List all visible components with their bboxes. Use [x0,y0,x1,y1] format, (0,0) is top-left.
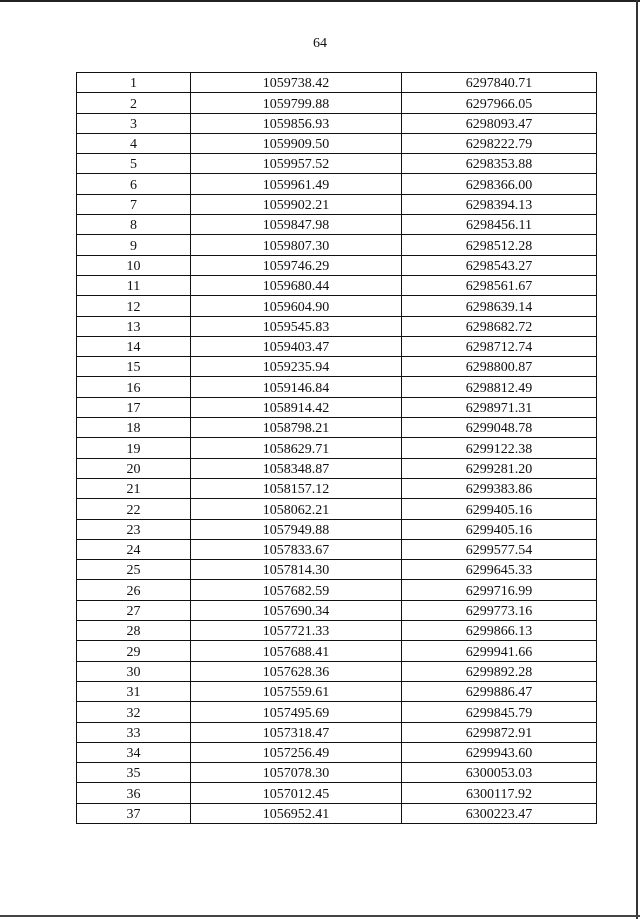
point-number-cell: 24 [77,539,191,559]
table-row [77,621,597,641]
x-coordinate-cell: 1058062.21 [191,499,402,519]
point-number-cell: 19 [77,438,191,458]
table-row [77,458,597,478]
y-coordinate-cell: 6299773.16 [402,600,597,620]
y-coordinate-cell: 6298456.11 [402,215,597,235]
point-number-cell: 16 [77,377,191,397]
y-coordinate-cell: 6297840.71 [402,73,597,93]
x-coordinate-cell: 1059799.88 [191,93,402,113]
x-coordinate-cell: 1059902.21 [191,194,402,214]
x-coordinate-cell: 1057814.30 [191,560,402,580]
x-coordinate-cell: 1057688.41 [191,641,402,661]
scan-edge-bottom [0,915,640,917]
point-number-cell: 26 [77,580,191,600]
y-coordinate-cell: 6298682.72 [402,316,597,336]
x-coordinate-cell: 1059403.47 [191,336,402,356]
y-coordinate-cell: 6299383.86 [402,478,597,498]
scan-edge-top [0,0,640,2]
point-number-cell: 17 [77,397,191,417]
table-row [77,215,597,235]
point-number-cell: 34 [77,742,191,762]
x-coordinate-cell: 1059604.90 [191,296,402,316]
y-coordinate-cell: 6299943.60 [402,742,597,762]
x-coordinate-cell: 1057721.33 [191,621,402,641]
y-coordinate-cell: 6299577.54 [402,539,597,559]
table-row [77,255,597,275]
table-row [77,600,597,620]
x-coordinate-cell: 1058348.87 [191,458,402,478]
table-row [77,438,597,458]
point-number-cell: 7 [77,194,191,214]
point-number-cell: 29 [77,641,191,661]
point-number-cell: 4 [77,133,191,153]
point-number-cell: 37 [77,803,191,823]
y-coordinate-cell: 6299886.47 [402,681,597,701]
table-row [77,377,597,397]
y-coordinate-cell: 6297966.05 [402,93,597,113]
point-number-cell: 1 [77,73,191,93]
point-number-cell: 2 [77,93,191,113]
y-coordinate-cell: 6300117.92 [402,783,597,803]
y-coordinate-cell: 6298800.87 [402,357,597,377]
x-coordinate-cell: 1059909.50 [191,133,402,153]
x-coordinate-cell: 1057690.34 [191,600,402,620]
x-coordinate-cell: 1059738.42 [191,73,402,93]
table-row [77,560,597,580]
point-number-cell: 21 [77,478,191,498]
point-number-cell: 28 [77,621,191,641]
table-row [77,275,597,295]
point-number-cell: 13 [77,316,191,336]
y-coordinate-cell: 6298543.27 [402,255,597,275]
x-coordinate-cell: 1059545.83 [191,316,402,336]
table-row [77,73,597,93]
coordinates-table [76,72,597,824]
x-coordinate-cell: 1059847.98 [191,215,402,235]
x-coordinate-cell: 1057559.61 [191,681,402,701]
y-coordinate-cell: 6299048.78 [402,418,597,438]
table-row [77,580,597,600]
y-coordinate-cell: 6298561.67 [402,275,597,295]
y-coordinate-cell: 6298812.49 [402,377,597,397]
point-number-cell: 3 [77,113,191,133]
x-coordinate-cell: 1059746.29 [191,255,402,275]
y-coordinate-cell: 6300053.03 [402,763,597,783]
point-number-cell: 14 [77,336,191,356]
y-coordinate-cell: 6299405.16 [402,499,597,519]
point-number-cell: 32 [77,702,191,722]
y-coordinate-cell: 6299405.16 [402,519,597,539]
y-coordinate-cell: 6298222.79 [402,133,597,153]
point-number-cell: 31 [77,681,191,701]
coordinates-table-body [77,73,597,824]
x-coordinate-cell: 1057318.47 [191,722,402,742]
x-coordinate-cell: 1057256.49 [191,742,402,762]
point-number-cell: 5 [77,154,191,174]
point-number-cell: 12 [77,296,191,316]
y-coordinate-cell: 6299866.13 [402,621,597,641]
table-row [77,803,597,823]
y-coordinate-cell: 6299716.99 [402,580,597,600]
point-number-cell: 18 [77,418,191,438]
table-row [77,418,597,438]
table-row [77,357,597,377]
x-coordinate-cell: 1059856.93 [191,113,402,133]
x-coordinate-cell: 1058798.21 [191,418,402,438]
x-coordinate-cell: 1059957.52 [191,154,402,174]
point-number-cell: 11 [77,275,191,295]
table-row [77,499,597,519]
table-row [77,194,597,214]
table-row [77,539,597,559]
y-coordinate-cell: 6298971.31 [402,397,597,417]
y-coordinate-cell: 6298093.47 [402,113,597,133]
x-coordinate-cell: 1058914.42 [191,397,402,417]
y-coordinate-cell: 6300223.47 [402,803,597,823]
x-coordinate-cell: 1059235.94 [191,357,402,377]
point-number-cell: 23 [77,519,191,539]
x-coordinate-cell: 1057078.30 [191,763,402,783]
x-coordinate-cell: 1057833.67 [191,539,402,559]
table-row [77,296,597,316]
table-row [77,519,597,539]
point-number-cell: 6 [77,174,191,194]
y-coordinate-cell: 6298712.74 [402,336,597,356]
x-coordinate-cell: 1057495.69 [191,702,402,722]
point-number-cell: 22 [77,499,191,519]
y-coordinate-cell: 6298353.88 [402,154,597,174]
x-coordinate-cell: 1059146.84 [191,377,402,397]
table-row [77,641,597,661]
y-coordinate-cell: 6299941.66 [402,641,597,661]
table-row [77,661,597,681]
table-row [77,113,597,133]
x-coordinate-cell: 1057628.36 [191,661,402,681]
point-number-cell: 30 [77,661,191,681]
x-coordinate-cell: 1059680.44 [191,275,402,295]
y-coordinate-cell: 6298366.00 [402,174,597,194]
scan-edge-right [636,0,638,919]
table-row [77,154,597,174]
y-coordinate-cell: 6299892.28 [402,661,597,681]
table-row [77,93,597,113]
x-coordinate-cell: 1056952.41 [191,803,402,823]
table-row [77,235,597,255]
table-row [77,763,597,783]
point-number-cell: 33 [77,722,191,742]
y-coordinate-cell: 6299281.20 [402,458,597,478]
x-coordinate-cell: 1059961.49 [191,174,402,194]
table-row [77,681,597,701]
point-number-cell: 9 [77,235,191,255]
table-row [77,742,597,762]
point-number-cell: 35 [77,763,191,783]
x-coordinate-cell: 1057012.45 [191,783,402,803]
table-row [77,722,597,742]
y-coordinate-cell: 6299122.38 [402,438,597,458]
table-row [77,702,597,722]
y-coordinate-cell: 6298639.14 [402,296,597,316]
point-number-cell: 15 [77,357,191,377]
table-row [77,174,597,194]
point-number-cell: 36 [77,783,191,803]
table-row [77,397,597,417]
page-number: 64 [313,36,327,51]
point-number-cell: 8 [77,215,191,235]
x-coordinate-cell: 1059807.30 [191,235,402,255]
point-number-cell: 25 [77,560,191,580]
y-coordinate-cell: 6299845.79 [402,702,597,722]
table-row [77,133,597,153]
x-coordinate-cell: 1057949.88 [191,519,402,539]
table-row [77,783,597,803]
table-row [77,316,597,336]
y-coordinate-cell: 6298512.28 [402,235,597,255]
x-coordinate-cell: 1058157.12 [191,478,402,498]
table-row [77,336,597,356]
table-row [77,478,597,498]
point-number-cell: 27 [77,600,191,620]
y-coordinate-cell: 6298394.13 [402,194,597,214]
x-coordinate-cell: 1058629.71 [191,438,402,458]
point-number-cell: 10 [77,255,191,275]
point-number-cell: 20 [77,458,191,478]
y-coordinate-cell: 6299645.33 [402,560,597,580]
x-coordinate-cell: 1057682.59 [191,580,402,600]
y-coordinate-cell: 6299872.91 [402,722,597,742]
